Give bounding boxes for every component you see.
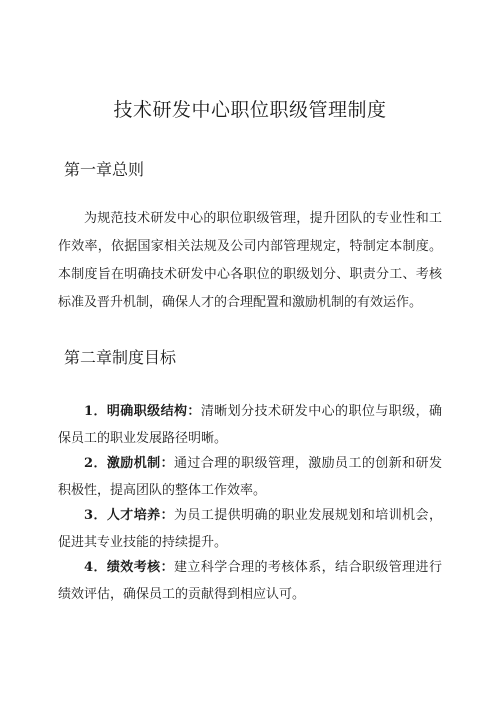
item-heading: 人才培养： <box>106 508 174 523</box>
chapter-1-heading: 第一章总则 <box>64 160 145 179</box>
item-heading: 明确职级结构： <box>106 404 201 419</box>
item-number: 4． <box>84 560 107 575</box>
item-number: 2． <box>84 456 107 471</box>
list-item <box>58 450 442 504</box>
list-item <box>58 554 442 608</box>
list-item <box>58 398 442 452</box>
item-heading: 激励机制： <box>106 456 174 471</box>
item-heading: 绩效考核： <box>106 560 174 575</box>
chapter-2-heading: 第二章制度目标 <box>64 348 177 367</box>
item-text: 通过合理的职级管理，激励员工的创新和研发积极性，提高团队的整体工作效率。 <box>58 456 442 498</box>
list-item <box>58 502 442 556</box>
chapter-1-paragraph: 为规范技术研发中心的职位职级管理，提升团队的专业性和工作效率，依据国家相关法规及公司内部管理规定，特制定本制度。本制度旨在明确技术研发中心各职位的职级划分、职责分工、考核标准及晋升机制，确保人才的合理配置和激励机制的有效运作。 <box>58 211 442 310</box>
item-text: 为员工提供明确的职业发展规划和培训机会，促进其专业技能的持续提升。 <box>58 508 442 550</box>
item-text: 清晰划分技术研发中心的职位与职级，确保员工的职业发展路径明晰。 <box>58 404 442 446</box>
item-number: 1． <box>84 404 107 419</box>
item-number: 3． <box>84 508 107 523</box>
item-text: 建立科学合理的考核体系，结合职级管理进行绩效评估，确保员工的贡献得到相应认可。 <box>58 560 442 602</box>
document-title: 技术研发中心职位职级管理制度 <box>113 99 387 121</box>
